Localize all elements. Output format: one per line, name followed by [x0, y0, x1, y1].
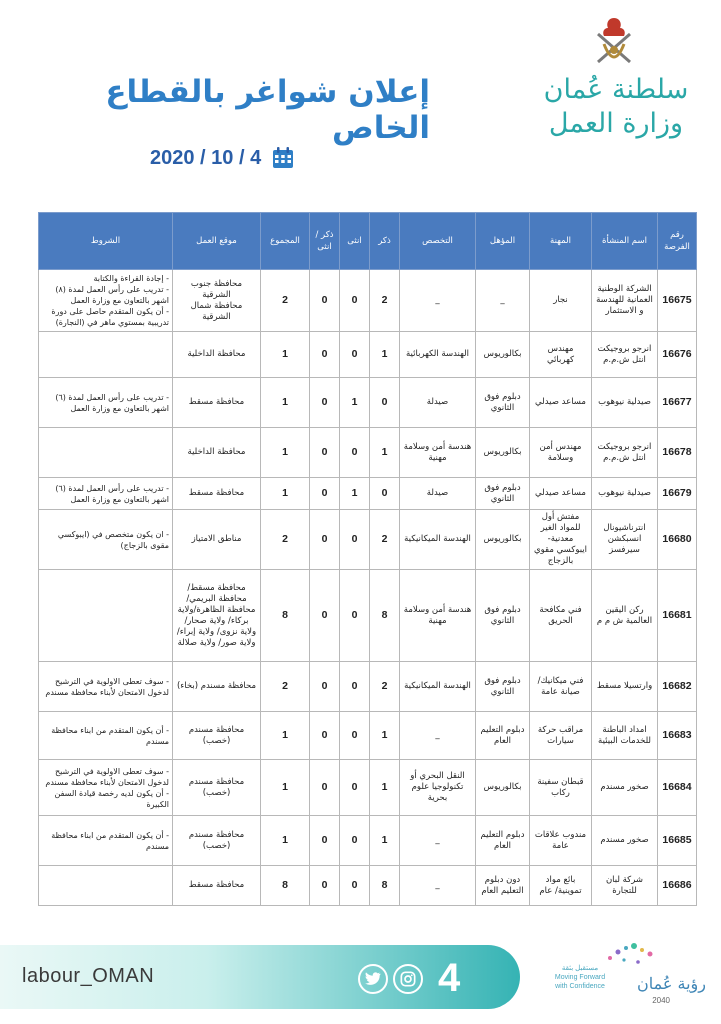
column-header: ذكر	[370, 213, 400, 270]
vision-year: 2040	[652, 996, 670, 1005]
location-cell: محافظة مسقط	[173, 866, 261, 906]
opportunity-id-cell: 16683	[658, 712, 697, 760]
column-header: المؤهل	[476, 213, 530, 270]
total-cell: 1	[261, 378, 310, 428]
instagram-icon	[400, 971, 416, 987]
column-header: الشروط	[39, 213, 173, 270]
opportunity-id-cell: 16684	[658, 760, 697, 816]
job-cell: مساعد صيدلي	[530, 378, 592, 428]
job-cell: قبطان سفينة ركاب	[530, 760, 592, 816]
company-cell: شركة لبان للتجارة	[592, 866, 658, 906]
opportunity-id-cell: 16677	[658, 378, 697, 428]
qualification-cell: بكالوريوس	[476, 510, 530, 570]
job-cell: مهندس كهربائي	[530, 332, 592, 378]
column-header: رقم الفرصة	[658, 213, 697, 270]
male-count-cell: 8	[370, 866, 400, 906]
opportunity-id-cell: 16686	[658, 866, 697, 906]
male-count-cell: 2	[370, 270, 400, 332]
table-header-row	[39, 213, 697, 270]
vision-title: رؤية عُمان	[637, 974, 706, 993]
location-cell: مناطق الامتياز	[173, 510, 261, 570]
ministry-name-line1: سلطنة عُمان	[543, 74, 689, 105]
announcement-date: 2020 / 10 / 4	[150, 146, 262, 169]
table-row	[39, 866, 697, 906]
column-header: ذكر / انثى	[310, 213, 340, 270]
male-count-cell: 0	[370, 478, 400, 510]
total-cell: 1	[261, 712, 310, 760]
specialization-cell: صيدلة	[400, 478, 476, 510]
conditions-cell	[39, 866, 173, 906]
either-count-cell: 0	[310, 428, 340, 478]
conditions-cell: - أن يكون المتقدم من ابناء محافظة مسندم	[39, 712, 173, 760]
oman-emblem-icon	[592, 14, 636, 74]
column-header: انثى	[340, 213, 370, 270]
date-row	[150, 142, 295, 174]
table-row	[39, 816, 697, 866]
opportunity-id-cell: 16675	[658, 270, 697, 332]
job-cell: مهندس أمن وسلامة	[530, 428, 592, 478]
male-count-cell: 8	[370, 570, 400, 662]
total-cell: 1	[261, 478, 310, 510]
total-cell: 1	[261, 816, 310, 866]
either-count-cell: 0	[310, 270, 340, 332]
male-count-cell: 2	[370, 662, 400, 712]
male-count-cell: 1	[370, 428, 400, 478]
twitter-button[interactable]	[358, 964, 388, 994]
location-cell: محافظة مسقط	[173, 378, 261, 428]
table-row	[39, 428, 697, 478]
table-row	[39, 378, 697, 428]
conditions-cell: - تدريب على رأس العمل لمدة (٦) اشهر بالتعاون مع وزارة العمل	[39, 478, 173, 510]
job-cell: بائع مواد تموينية/ عام	[530, 866, 592, 906]
location-cell: محافظة جنوب الشرقية محافظة شمال الشرقية	[173, 270, 261, 332]
column-header: المجموع	[261, 213, 310, 270]
either-count-cell: 0	[310, 662, 340, 712]
conditions-cell: - إجادة القراءة والكتابة - تدريب على رأس العمل لمدة (٨) اشهر بالتعاون مع وزارة العمل - أن يكون المتقدم حاصل على دورة تدريبية بمستوي ماهر في (النجارة)	[39, 270, 173, 332]
ministry-name-line2: وزارة العمل	[548, 108, 684, 139]
opportunity-id-cell: 16680	[658, 510, 697, 570]
female-count-cell: 0	[340, 816, 370, 866]
female-count-cell: 1	[340, 378, 370, 428]
company-cell: صخور مسندم	[592, 760, 658, 816]
male-count-cell: 1	[370, 712, 400, 760]
female-count-cell: 0	[340, 270, 370, 332]
qualification-cell: دبلوم التعليم العام	[476, 712, 530, 760]
table-row	[39, 510, 697, 570]
vision-brand-en1: Moving Forward	[554, 974, 606, 981]
opportunity-id-cell: 16681	[658, 570, 697, 662]
qualification-cell: دبلوم فوق الثانوي	[476, 662, 530, 712]
opportunity-id-cell: 16685	[658, 816, 697, 866]
job-cell: فني ميكانيك/ صيانة عامة	[530, 662, 592, 712]
either-count-cell: 0	[310, 332, 340, 378]
conditions-cell	[39, 428, 173, 478]
specialization-cell: الهندسة الميكانيكية	[400, 510, 476, 570]
job-cell: مفتش أول للمواد الغير معدنية- ايبوكسي مقوي بالزجاج	[530, 510, 592, 570]
female-count-cell: 0	[340, 570, 370, 662]
female-count-cell: 0	[340, 428, 370, 478]
conditions-cell: - سوف تعطى الاولوية في الترشيح لدخول الامتحان لأبناء محافظة مسندم	[39, 662, 173, 712]
location-cell: محافظة مسقط	[173, 478, 261, 510]
location-cell: محافظة مسندم (خصب)	[173, 712, 261, 760]
total-cell: 2	[261, 510, 310, 570]
conditions-cell: - تدريب على رأس العمل لمدة (٦) اشهر بالتعاون مع وزارة العمل	[39, 378, 173, 428]
location-cell: محافظة مسندم (خصب)	[173, 816, 261, 866]
vision-2040-logo	[540, 938, 710, 1010]
either-count-cell: 0	[310, 712, 340, 760]
female-count-cell: 0	[340, 712, 370, 760]
specialization-cell: _	[400, 866, 476, 906]
either-count-cell: 0	[310, 510, 340, 570]
either-count-cell: 0	[310, 478, 340, 510]
opportunity-id-cell: 16679	[658, 478, 697, 510]
female-count-cell: 0	[340, 866, 370, 906]
column-header: اسم المنشأة	[592, 213, 658, 270]
female-count-cell: 0	[340, 662, 370, 712]
male-count-cell: 1	[370, 760, 400, 816]
job-cell: مندوب علاقات عامة	[530, 816, 592, 866]
table-row	[39, 332, 697, 378]
conditions-cell: - ان يكون متخصص في (ايبوكسي مقوى بالزجاج)	[39, 510, 173, 570]
qualification-cell: دون دبلوم التعليم العام	[476, 866, 530, 906]
qualification-cell: بكالوريوس	[476, 428, 530, 478]
qualification-cell: دبلوم فوق الثانوي	[476, 378, 530, 428]
male-count-cell: 0	[370, 378, 400, 428]
column-header: التخصص	[400, 213, 476, 270]
qualification-cell: دبلوم التعليم العام	[476, 816, 530, 866]
table-row	[39, 662, 697, 712]
qualification-cell: دبلوم فوق الثانوي	[476, 570, 530, 662]
total-cell: 1	[261, 760, 310, 816]
table-body	[39, 270, 697, 906]
opportunity-id-cell: 16678	[658, 428, 697, 478]
column-header: المهنة	[530, 213, 592, 270]
total-cell: 1	[261, 332, 310, 378]
company-cell: وارتسيلا مسقط	[592, 662, 658, 712]
specialization-cell: صيدلة	[400, 378, 476, 428]
company-cell: انرجو بروجيكت انتل ش.م.م	[592, 332, 658, 378]
company-cell: صخور مسندم	[592, 816, 658, 866]
location-cell: محافظة مسقط/ محافظة البريمي/ محافظة الظاهرة/ولاية بركاء/ ولاية صحار/ ولاية نزوى/ ولاية إبراء/ ولاية صور/ ولاية صلالة	[173, 570, 261, 662]
opportunity-id-cell: 16676	[658, 332, 697, 378]
vision-brand	[540, 964, 620, 991]
instagram-button[interactable]	[393, 964, 423, 994]
female-count-cell: 0	[340, 510, 370, 570]
female-count-cell: 0	[340, 332, 370, 378]
conditions-cell	[39, 332, 173, 378]
qualification-cell: بكالوريوس	[476, 332, 530, 378]
ministry-logo	[541, 14, 691, 142]
company-cell: انترناشيونال انسبكشن سيرفسز	[592, 510, 658, 570]
table-row	[39, 570, 697, 662]
total-cell: 8	[261, 570, 310, 662]
location-cell: محافظة مسندم (بخاء)	[173, 662, 261, 712]
company-cell: امداد الباطنة للخدمات البيئية	[592, 712, 658, 760]
either-count-cell: 0	[310, 378, 340, 428]
conditions-cell: - أن يكون المتقدم من ابناء محافظة مسندم	[39, 816, 173, 866]
male-count-cell: 2	[370, 510, 400, 570]
either-count-cell: 0	[310, 760, 340, 816]
location-cell: محافظة مسندم (خصب)	[173, 760, 261, 816]
job-cell: نجار	[530, 270, 592, 332]
total-cell: 2	[261, 270, 310, 332]
male-count-cell: 1	[370, 816, 400, 866]
job-cell: مساعد صيدلي	[530, 478, 592, 510]
vacancies-table	[38, 212, 697, 906]
male-count-cell: 1	[370, 332, 400, 378]
conditions-cell: - سوف تعطى الاولوية في الترشيح لدخول الامتحان لأبناء محافظة مسندم - أن يكون لديه رخصة قيادة السفن الكبيرة	[39, 760, 173, 816]
total-cell: 2	[261, 662, 310, 712]
table-row	[39, 478, 697, 510]
specialization-cell: الهندسة الميكانيكية	[400, 662, 476, 712]
page-number: 4	[438, 956, 461, 1000]
page-title: إعلان شواغر بالقطاع الخاص	[105, 74, 430, 146]
company-cell: انرجو بروجيكت انتل ش.م.م	[592, 428, 658, 478]
female-count-cell: 0	[340, 760, 370, 816]
specialization-cell: _	[400, 712, 476, 760]
qualification-cell: بكالوريوس	[476, 760, 530, 816]
table-row	[39, 760, 697, 816]
specialization-cell: هندسة أمن وسلامة مهنية	[400, 428, 476, 478]
total-cell: 8	[261, 866, 310, 906]
table-row	[39, 270, 697, 332]
specialization-cell: هندسة أمن وسلامة مهنية	[400, 570, 476, 662]
company-cell: الشركة الوطنية العمانية للهندسة و الاستثمار	[592, 270, 658, 332]
job-cell: مراقب حركة سيارات	[530, 712, 592, 760]
conditions-cell	[39, 570, 173, 662]
qualification-cell: _	[476, 270, 530, 332]
total-cell: 1	[261, 428, 310, 478]
specialization-cell: _	[400, 270, 476, 332]
vision-brand-ar: مستقبل بثقة	[561, 965, 599, 972]
table-row	[39, 712, 697, 760]
column-header: موقع العمل	[173, 213, 261, 270]
location-cell: محافظة الداخلية	[173, 428, 261, 478]
calendar-icon	[271, 146, 295, 170]
vacancies-table-wrapper	[38, 212, 696, 906]
location-cell: محافظة الداخلية	[173, 332, 261, 378]
female-count-cell: 1	[340, 478, 370, 510]
either-count-cell: 0	[310, 816, 340, 866]
company-cell: صيدلية نيوهوب	[592, 478, 658, 510]
vision-brand-en2: with Confidence	[555, 983, 605, 990]
qualification-cell: دبلوم فوق الثانوي	[476, 478, 530, 510]
opportunity-id-cell: 16682	[658, 662, 697, 712]
specialization-cell: _	[400, 816, 476, 866]
specialization-cell: النقل البحري أو تكنولوجيا علوم بحرية	[400, 760, 476, 816]
either-count-cell: 0	[310, 570, 340, 662]
specialization-cell: الهندسة الكهربائية	[400, 332, 476, 378]
job-cell: فني مكافحة الحريق	[530, 570, 592, 662]
social-handle[interactable]: labour_OMAN	[22, 965, 155, 987]
either-count-cell: 0	[310, 866, 340, 906]
company-cell: صيدلية نيوهوب	[592, 378, 658, 428]
twitter-icon	[365, 972, 381, 986]
company-cell: ركن اليقين العالمية ش م م	[592, 570, 658, 662]
